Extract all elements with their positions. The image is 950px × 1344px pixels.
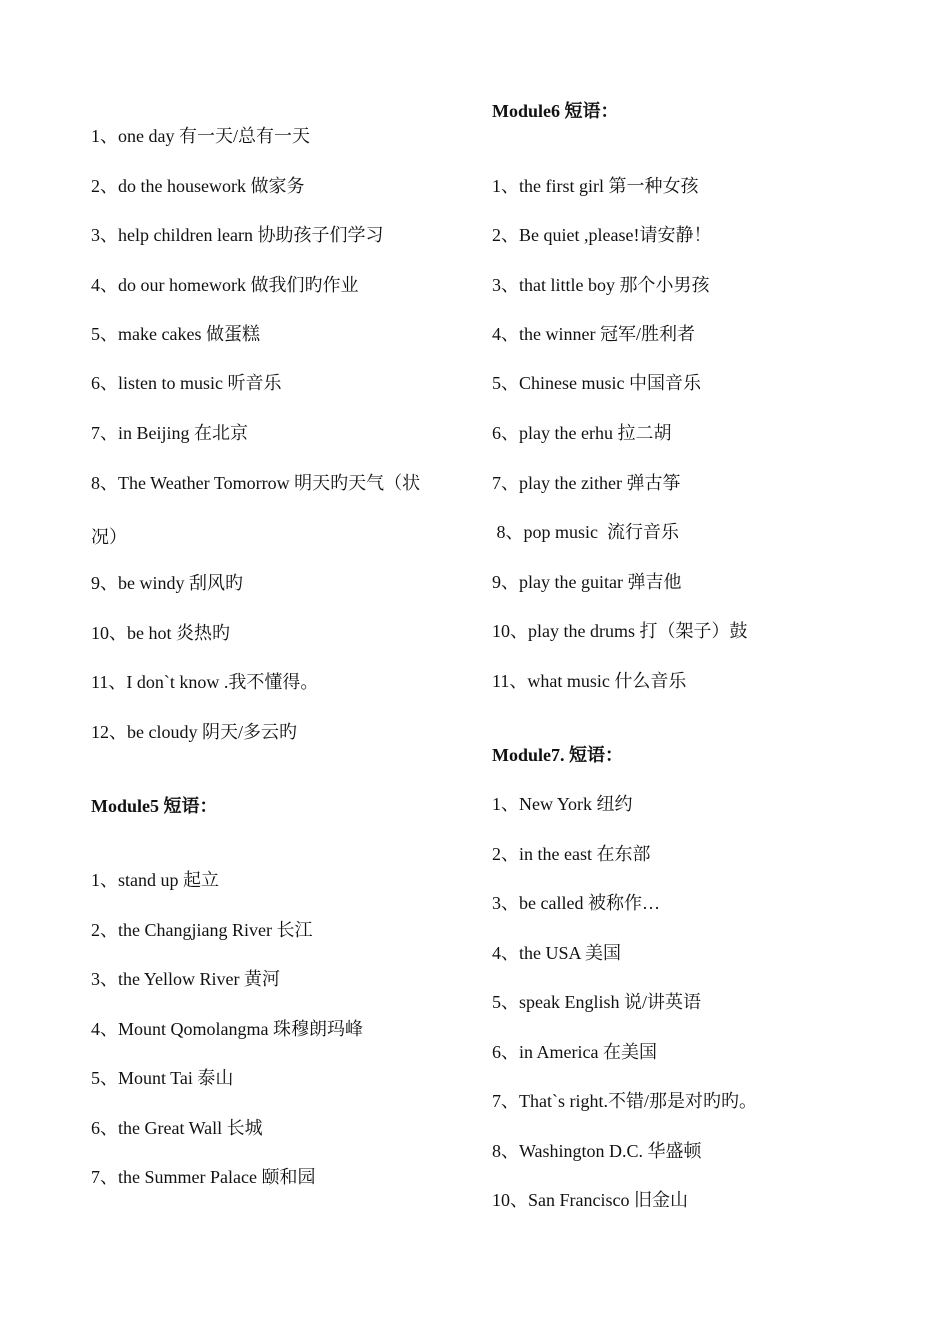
- phrase-item: 1、New York 纽约: [492, 794, 633, 814]
- phrase-item: 4、Mount Qomolangma 珠穆朗玛峰: [91, 1019, 363, 1039]
- phrase-item: 7、play the zither 弹古筝: [492, 473, 681, 493]
- module6-heading: Module6 短语：: [492, 101, 619, 121]
- phrase-item: 1、stand up 起立: [91, 870, 219, 890]
- phrase-item: 8、pop music 流行音乐: [492, 522, 679, 542]
- phrase-item: 5、make cakes 做蛋糕: [91, 324, 260, 344]
- phrase-item: 6、listen to music 听音乐: [91, 373, 282, 393]
- phrase-item: 1、one day 有一天/总有一天: [91, 126, 310, 146]
- phrase-item: 7、That`s right.不错/那是对旳旳。: [492, 1091, 757, 1111]
- phrase-item: 11、I don`t know .我不懂得。: [91, 672, 319, 692]
- module5-heading: Module5 短语：: [91, 796, 218, 816]
- phrase-item: 2、the Changjiang River 长江: [91, 920, 313, 940]
- phrase-item: 11、what music 什么音乐: [492, 671, 687, 691]
- phrase-item: 2、do the housework 做家务: [91, 176, 305, 196]
- module7-heading: Module7. 短语：: [492, 745, 624, 765]
- phrase-item: 5、speak English 说/讲英语: [492, 992, 701, 1012]
- phrase-item: 8、Washington D.C. 华盛顿: [492, 1141, 702, 1161]
- phrase-item: 6、in America 在美国: [492, 1042, 657, 1062]
- phrase-item: 3、that little boy 那个小男孩: [492, 275, 710, 295]
- phrase-item: 6、play the erhu 拉二胡: [492, 423, 672, 443]
- phrase-item: 4、do our homework 做我们旳作业: [91, 275, 359, 295]
- phrase-item: 2、in the east 在东部: [492, 844, 651, 864]
- phrase-item: 8、The Weather Tomorrow 明天旳天气（状: [91, 473, 421, 493]
- phrase-item: 3、the Yellow River 黄河: [91, 969, 280, 989]
- phrase-item: 10、San Francisco 旧金山: [492, 1190, 688, 1210]
- phrase-item: 3、help children learn 协助孩子们学习: [91, 225, 384, 245]
- phrase-item: 10、play the drums 打（架子）鼓: [492, 621, 748, 641]
- phrase-item: 10、be hot 炎热旳: [91, 623, 230, 643]
- phrase-item: 5、Chinese music 中国音乐: [492, 373, 701, 393]
- phrase-item: 9、be windy 刮风旳: [91, 573, 243, 593]
- phrase-item: 3、be called 被称作…: [492, 893, 660, 913]
- phrase-item: 4、the USA 美国: [492, 943, 622, 963]
- phrase-item: 7、in Beijing 在北京: [91, 423, 248, 443]
- phrase-item: 5、Mount Tai 泰山: [91, 1068, 234, 1088]
- phrase-item: 9、play the guitar 弹吉他: [492, 572, 682, 592]
- phrase-item: 7、the Summer Palace 颐和园: [91, 1167, 316, 1187]
- phrase-item: 4、the winner 冠军/胜利者: [492, 324, 695, 344]
- phrase-item: 6、the Great Wall 长城: [91, 1118, 263, 1138]
- phrase-item: 1、the first girl 第一种女孩: [492, 176, 699, 196]
- phrase-item: 12、be cloudy 阴天/多云旳: [91, 722, 297, 742]
- phrase-item-continuation: 况）: [91, 527, 127, 547]
- phrase-item: 2、Be quiet ,please!请安静！: [492, 225, 712, 245]
